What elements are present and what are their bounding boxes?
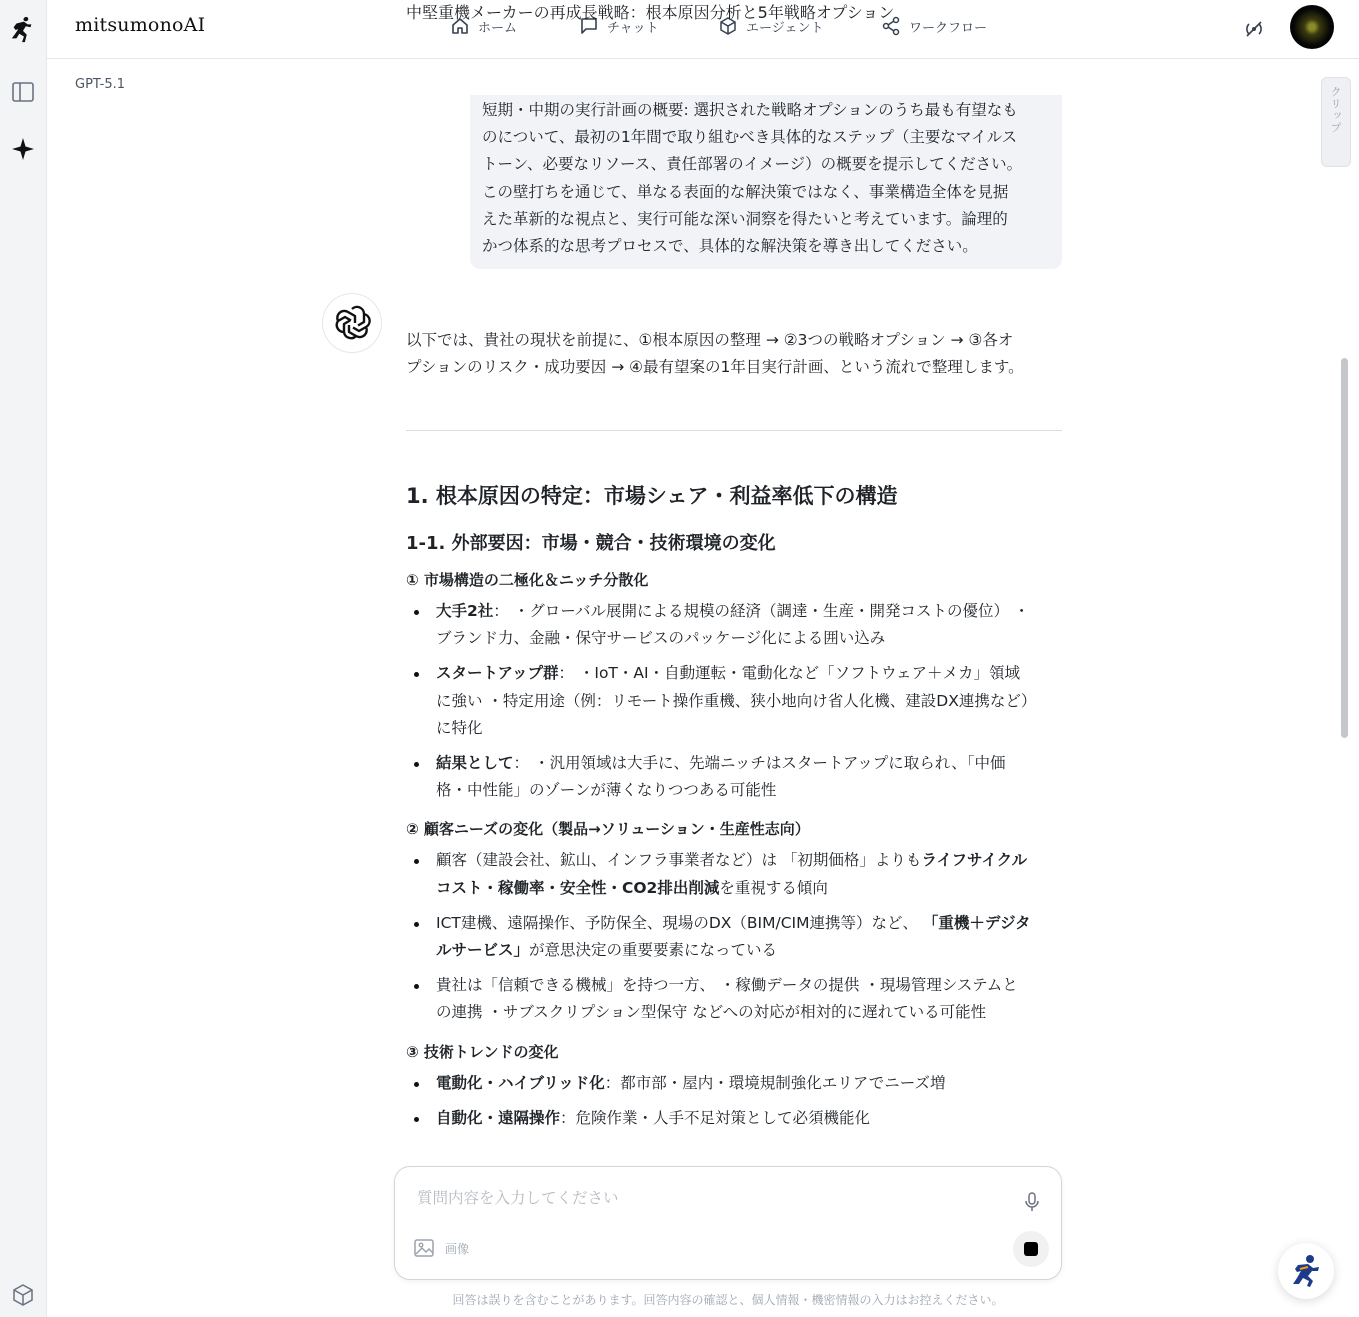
user-message-line: トーン、必要なリソース、責任部署のイメージ）の概要を提示してください。 <box>482 155 1023 174</box>
user-message <box>470 95 1062 269</box>
text: ： ・汎用領域は大手に、先端ニッチはスタートアップに取られ、「中価 <box>513 754 1006 773</box>
assistant-fab-button[interactable] <box>1278 1243 1334 1299</box>
sidebar-toggle-icon[interactable] <box>9 78 37 106</box>
bold-text: コスト・稼働率・安全性・CO2排出削減 <box>436 878 720 897</box>
answer-sections <box>406 569 1062 1140</box>
nav-chat-label: チャット <box>607 20 659 36</box>
text: ：都市部・屋内・環境規制強化エリアでニーズ増 <box>604 1073 946 1092</box>
model-name[interactable]: GPT-5.1 <box>75 77 126 92</box>
text: の連携 ・サブスクリプション型保守 などへの対応が相対的に遅れている可能性 <box>436 1003 987 1022</box>
text: 格・中性能」のゾーンが薄くなりつつある可能性 <box>436 781 777 800</box>
list-item-line <box>436 999 1062 1026</box>
answer-intro <box>406 327 1062 381</box>
list-item <box>406 1105 1062 1132</box>
list-item-line <box>436 910 1062 937</box>
microphone-icon <box>1021 1191 1043 1213</box>
bold-text: ルサービス」 <box>436 941 530 960</box>
section-heading: ② 顧客ニーズの変化（製品→ソリューション・生産性志向） <box>406 820 810 839</box>
list-item-line <box>436 937 1062 964</box>
scrollbar-thumb[interactable] <box>1341 358 1348 738</box>
list-item-line <box>436 598 1062 625</box>
bold-text: 電動化・ハイブリッド化 <box>436 1073 605 1092</box>
runner-mascot-icon <box>1288 1253 1324 1289</box>
bold-text: 結果として <box>436 754 514 773</box>
section-heading: ③ 技術トレンドの変化 <box>406 1042 559 1061</box>
clip-tab-label: クリップ <box>1329 86 1342 134</box>
bold-text: スタートアップ群 <box>436 664 559 683</box>
bold-text: 「重機＋デジタ <box>922 913 1031 932</box>
stop-button[interactable] <box>1013 1231 1049 1267</box>
list-item-line <box>436 1105 1062 1132</box>
bold-text: 自動化・遠隔操作 <box>436 1108 561 1127</box>
text: が意思決定の重要要素になっている <box>529 941 778 960</box>
heading-1: 1. 根本原因の特定：市場シェア・利益率低下の構造 <box>406 484 898 508</box>
cube-outline-icon[interactable] <box>9 1281 37 1309</box>
list-item-line <box>436 688 1062 715</box>
answer-intro-line: プションのリスク・成功要因 → ④最有望案の1年目実行計画、という流れで整理します。 <box>406 358 1024 377</box>
list-item-line <box>436 715 1062 742</box>
list-item-line <box>436 972 1062 999</box>
sparkle-icon[interactable] <box>9 135 37 163</box>
mic-button[interactable] <box>1021 1191 1043 1213</box>
user-message-line: えた革新的な視点と、実行可能な深い洞察を得たいと考えています。論理的 <box>482 209 1008 228</box>
list-item-line <box>436 847 1062 874</box>
text: ブランド力、金融・保守サービスのパッケージ化による囲い込み <box>436 629 886 648</box>
text: に強い ・特定用途（例：リモート操作重機、狭小地向け省人化機、建設DX連携など） <box>436 691 1037 710</box>
text: ： ・IoT・AI・自動運転・電動化など「ソフトウェア＋メカ」領域 <box>558 664 1020 683</box>
divider <box>406 430 1062 431</box>
composer <box>394 1166 1062 1280</box>
bullet-list <box>406 1070 1062 1132</box>
list-item-line <box>436 777 1062 804</box>
disclaimer: 回答は誤りを含むことがあります。回答内容の確認と、個人情報・機密情報の入力はお控えください。 <box>452 1293 1004 1307</box>
list-item-line <box>436 660 1062 687</box>
text: ：危険作業・人手不足対策として必須機能化 <box>560 1108 871 1127</box>
list-item-line <box>436 625 1062 652</box>
stop-icon <box>1024 1242 1038 1256</box>
list-item <box>406 910 1062 964</box>
list-item <box>406 598 1062 652</box>
nav-workflow-label: ワークフロー <box>909 20 988 36</box>
list-item <box>406 847 1062 901</box>
answer-title: 中堅重機メーカーの再成長戦略：根本原因分析と5年戦略オプション <box>406 3 895 22</box>
user-message-line: 短期・中期の実行計画の概要: 選択された戦略オプションのうち最も有望なも <box>482 101 1018 119</box>
nav-home-label: ホーム <box>478 20 518 36</box>
image-icon <box>413 1237 435 1259</box>
image-upload-label: 画像 <box>445 1241 470 1256</box>
openai-logo-icon <box>333 304 371 342</box>
nav-agent-label: エージェント <box>746 20 824 36</box>
list-item <box>406 660 1062 742</box>
text: に特化 <box>436 718 483 737</box>
text: 貴社は「信頼できる機械」を持つ一方、 ・稼働データの提供 ・現場管理システムと <box>436 976 1018 995</box>
text: ICT建機、遠隔操作、予防保全、現場のDX（BIM/CIM連携等）など、 <box>436 913 923 932</box>
broadcast-icon <box>1243 18 1265 40</box>
broadcast-button[interactable] <box>1239 14 1269 44</box>
user-message-line: かつ体系的な思考プロセスで、具体的な解決策を導き出してください。 <box>482 237 978 256</box>
assistant-avatar <box>322 293 382 353</box>
bullet-list <box>406 847 1062 1026</box>
brand-name[interactable]: mitsumonoAI <box>75 14 206 36</box>
list-item-line <box>436 1070 1062 1097</box>
list-item-line <box>436 750 1062 777</box>
question-input[interactable] <box>417 1185 997 1211</box>
user-message-line: この壁打ちを通じて、単なる表面的な解決策ではなく、事業構造全体を見据 <box>482 182 1009 201</box>
image-upload-button[interactable] <box>413 1237 469 1259</box>
bold-text: ライフサイクル <box>921 851 1028 870</box>
list-item <box>406 750 1062 804</box>
user-message-line: のについて、最初の1年間で取り組むべき具体的なステップ（主要なマイルス <box>482 128 1018 147</box>
left-rail <box>0 0 47 1317</box>
heading-2: 1-1. 外部要因：市場・競合・技術環境の変化 <box>406 533 776 554</box>
text: 顧客（建設会社、鉱山、インフラ事業者など）は 「初期価格」よりも <box>436 851 922 870</box>
user-avatar[interactable] <box>1290 5 1334 49</box>
list-item <box>406 972 1062 1026</box>
bold-text: 大手2社 <box>436 602 494 620</box>
bullet-list <box>406 598 1062 804</box>
runner-logo-icon[interactable] <box>9 16 37 44</box>
text: を重視する傾向 <box>719 878 828 897</box>
list-item-line <box>436 875 1062 902</box>
answer-intro-line: 以下では、貴社の現状を前提に、①根本原因の整理 → ②3つの戦略オプション → ③各オ <box>406 331 1014 349</box>
list-item <box>406 1070 1062 1097</box>
text: ： ・グローバル展開による規模の経済（調達・生産・開発コストの優位） ・ <box>493 602 1030 620</box>
section-heading: ① 市場構造の二極化＆ニッチ分散化 <box>406 571 649 589</box>
